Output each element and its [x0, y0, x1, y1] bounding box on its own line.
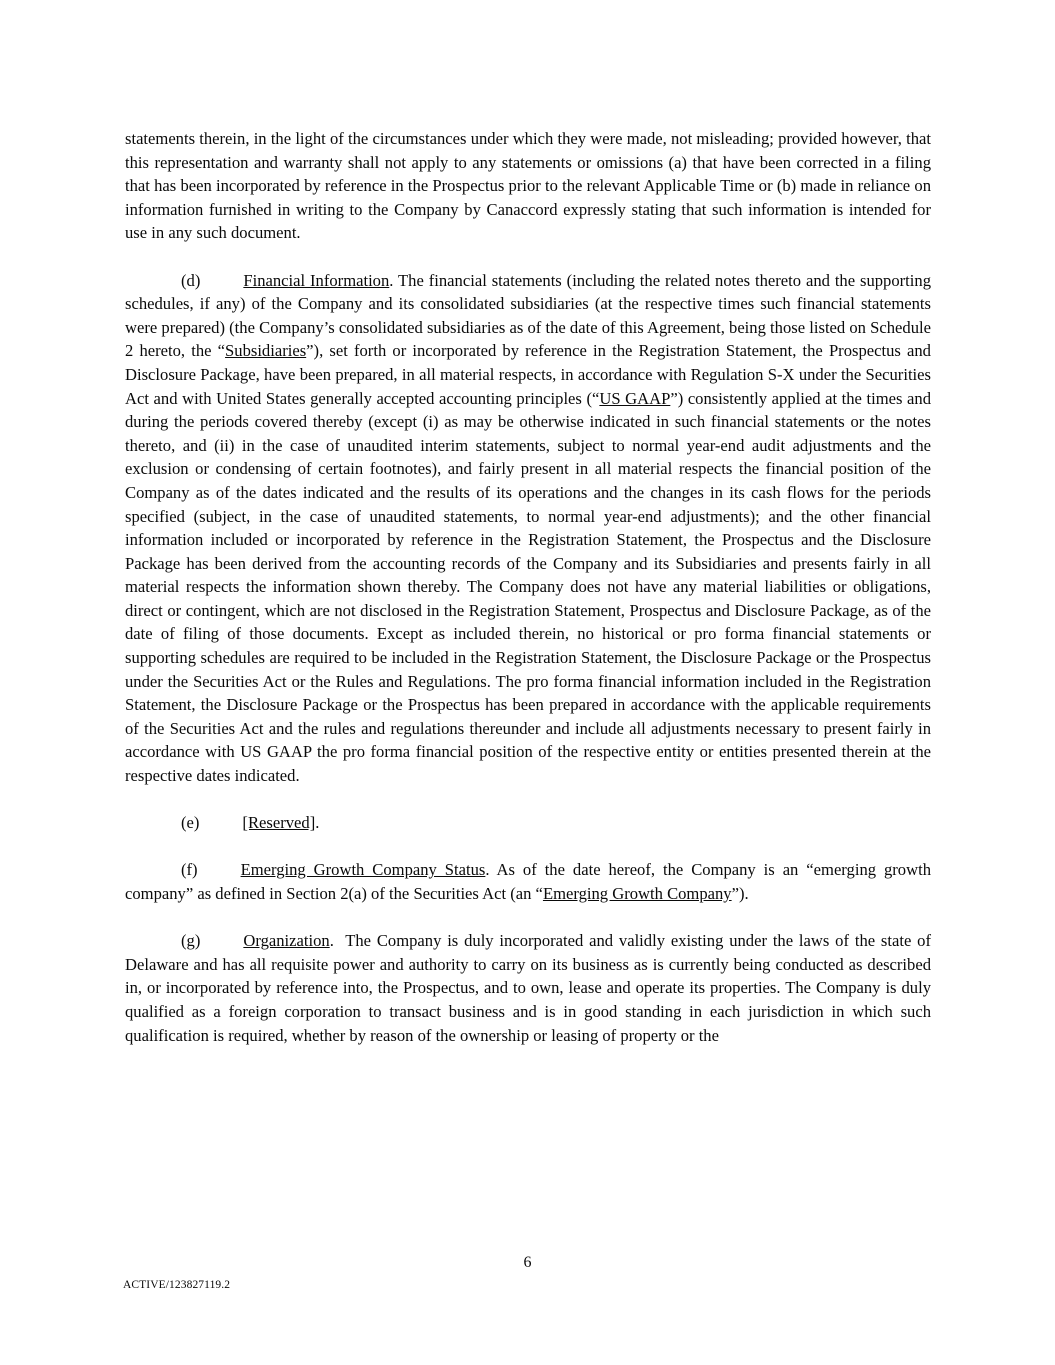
paragraph-e-reserved — [125, 811, 931, 835]
text-run: . — [315, 813, 320, 833]
paragraph-d-financial-information — [125, 269, 931, 788]
underlined-term: Organization — [243, 931, 330, 951]
text-run: (f) — [181, 860, 198, 880]
text-run: ”) consistently applied at the times and during the periods covered thereby (except (i) as may be otherwise indicated in such financial statements or the notes thereto, and (ii) in the case of unaudited interim statements, subject to normal year-end audit adjustments and the exclusion or condensing of certain footnotes), and fairly present in all material respects the financial position of the Company as of the dates indicated and the results of its operations and the changes in its cash flows for the periods specified (subject, in the case of unaudited statements, to normal year-end adjustments); and the other financial information included or incorporated by reference in the Registration Statement, the Prospectus and the Disclosure Package has been derived from the accounting records of the Company and its Subsidiaries and presents fairly in all material respects the information shown thereby. The Company does not have any material liabilities or obligations, direct or contingent, which are not disclosed in the Registration Statement, Prospectus and Disclosure Package, as of the date of filing of those documents. Except as included therein, no historical or pro forma financial statements or supporting schedules are required to be included in the Registration Statement, the Disclosure Package or the Prospectus under the Securities Act or the Rules and Regulations. The pro forma financial information included in the Registration Statement, the Disclosure Package or the Prospectus has been prepared in accordance with the applicable requirements of the Securities Act and the rules and regulations thereunder and include all adjustments necessary to present fairly in accordance with US GAAP the pro forma financial position of the respective entity or entities presented therein at the respective dates indicated. — [125, 388, 931, 786]
text-run: . The financial statements (including the related notes thereto and the supporting schedules, if any) of the Company and its consolidated subsidiaries (at the respective times such financial statements were prepared) (the Company’s consolidated subsidiaries as of the date of this Agreement, being those listed on Schedule 2 hereto, the “ — [125, 270, 931, 361]
text-run: . As of the date hereof, the Company is an “emerging growth company” as defined in Section 2(a) of the Securities Act (an “ — [125, 860, 931, 903]
text-run: ”), set forth or incorporated by reference in the Registration Statement, the Prospectus and Disclosure Package, have been prepared, in all material respects, in accordance with Regulation S-X under the Securities Act and with United States generally accepted accounting principles (“ — [125, 341, 931, 408]
paragraph-f-emerging-growth-company-status — [125, 858, 931, 905]
underlined-term: Emerging Growth Company Status — [240, 860, 486, 880]
text-run: ”). — [731, 884, 749, 903]
text-run: . The Company is duly incorporated and validly existing under the laws of the state of Delaware and has all requisite power and authority to carry on its business as is currently being conducted as described in, or incorporated by reference into, the Prospectus, and to own, lease and operate its properties. The Company is duly qualified as a foreign corporation to transact business and is in good standing in each jurisdiction in which such qualification is required, whether by reason of the ownership or leasing of property or the — [125, 931, 931, 1045]
document-body — [125, 127, 931, 1047]
text-run: statements therein, in the light of the circumstances under which they were made, not misleading; provided however, that this representation and warranty shall not apply to any statements or omissions (a) that have been corrected in a filing that has been incorporated by reference in the Prospectus prior to the relevant Applicable Time or (b) made in reliance on information furnished in writing to the Company by Canaccord expressly stating that such information is intended for use in any such document. — [125, 129, 931, 243]
underlined-term: Emerging Growth Company — [542, 884, 732, 903]
text-run: (d) — [181, 270, 201, 290]
paragraph-continuation — [125, 127, 931, 245]
paragraph-g-organization — [125, 929, 931, 1047]
underlined-term: Financial Information — [243, 270, 390, 290]
text-run: (e) — [181, 813, 200, 833]
page-number: 6 — [523, 1254, 532, 1271]
underlined-term: [Reserved] — [242, 813, 316, 833]
underlined-term: US GAAP — [599, 388, 671, 408]
text-run: (g) — [181, 931, 201, 951]
underlined-term: Subsidiaries — [225, 341, 307, 361]
footer-document-id: ACTIVE/123827119.2 — [123, 1279, 231, 1291]
